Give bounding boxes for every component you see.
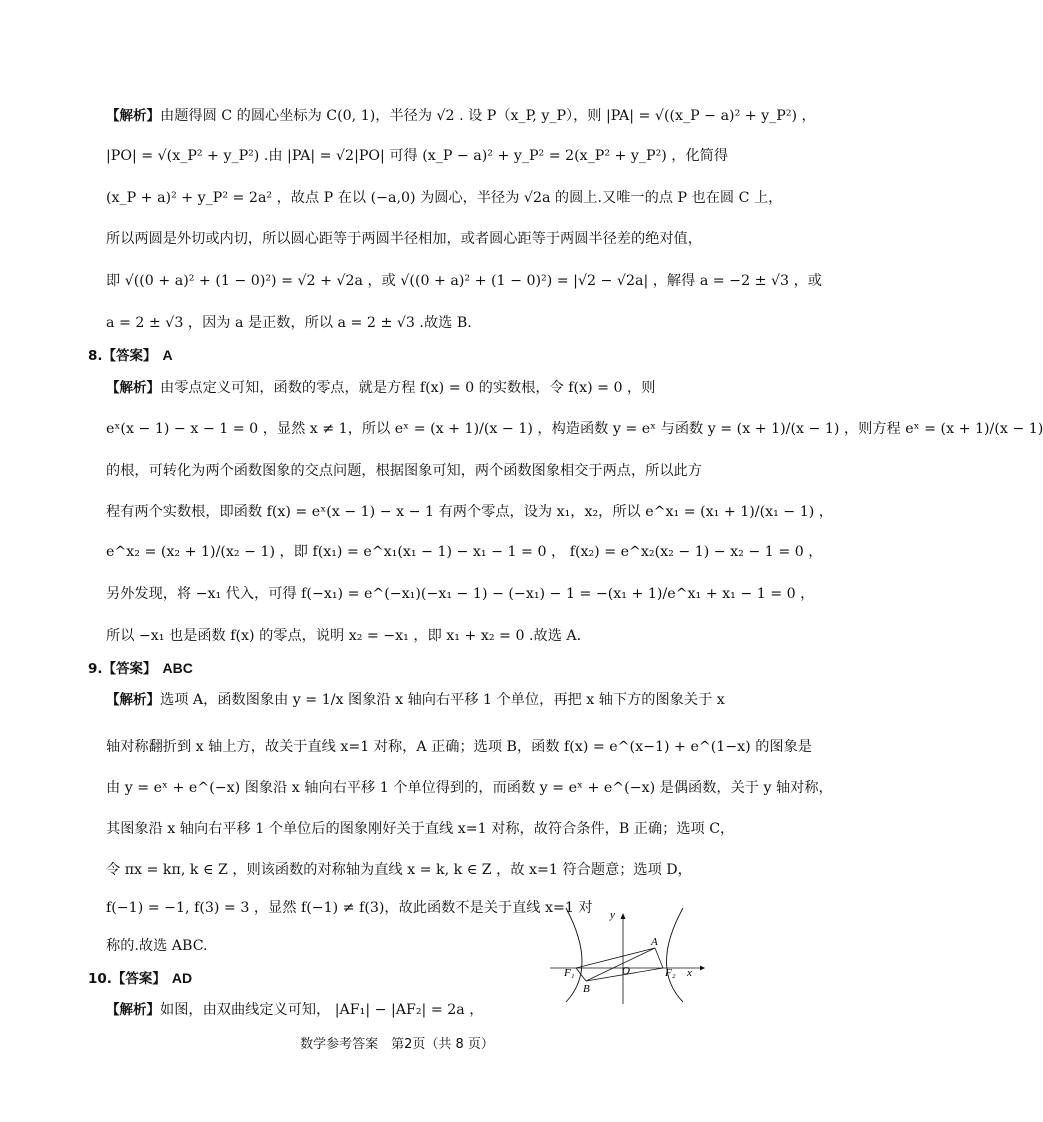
solution-line: 其图象沿 x 轴向右平移 1 个单位后的图象刚好关于直线 x=1 对称，故符合条件，B 正确；选项 C， bbox=[106, 821, 735, 837]
point-A-label: A bbox=[651, 936, 658, 948]
answer-tag: 【答案】 bbox=[102, 348, 157, 364]
solution-line: 程有两个实数根，即函数 f(x) = eˣ(x − 1) − x − 1 有两个零点，设为 x₁，x₂，所以 e^x₁ = (x₁ + 1)/(x₁ − 1) ， bbox=[106, 504, 833, 520]
line-text: 选项 A，函数图象由 y = 1/x 图象沿 x 轴向右平移 1 个单位，再把 x 轴下方的图象关于 x bbox=[160, 692, 725, 708]
solution-line bbox=[106, 690, 725, 710]
solution-line: 轴对称翻折到 x 轴上方，故关于直线 x=1 对称，A 正确；选项 B，函数 f(x) = e^(x−1) + e^(1−x) 的图象是 bbox=[106, 739, 812, 755]
answer-value: ABC bbox=[162, 660, 193, 676]
solution-line: 即 √((0 + a)² + (1 − 0)²) = √2 + √2a ，或 √((0 + a)² + (1 − 0)²) = |√2 − √2a| ，解得 a = −2 ± √3 ，或 bbox=[106, 273, 822, 289]
solution-line: 由 y = eˣ + e^(−x) 图象沿 x 轴向右平移 1 个单位得到的，而函数 y = eˣ + e^(−x) 是偶函数，关于 y 轴对称， bbox=[106, 780, 833, 796]
solution-line bbox=[106, 378, 655, 398]
focus-F1-label: F₁ bbox=[564, 967, 575, 979]
analysis-tag: 【解析】 bbox=[106, 692, 160, 708]
hyperbola-left-branch bbox=[566, 908, 582, 1002]
y-axis-label: y bbox=[610, 909, 615, 921]
segment-F1-A bbox=[576, 948, 655, 968]
question-8-answer bbox=[88, 345, 173, 366]
line-text: 由题得圆 C 的圆心坐标为 C(0, 1)，半径为 √2 . 设 P（x_P, y_P），则 |PA| = √((x_P − a)² + y_P²) ， bbox=[160, 108, 816, 124]
origin-label: O bbox=[622, 965, 630, 977]
question-number: 8. bbox=[88, 348, 103, 364]
segment-B-A bbox=[586, 948, 655, 981]
solution-line: eˣ(x − 1) − x − 1 = 0 ，显然 x ≠ 1，所以 eˣ = (x + 1)/(x − 1) ，构造函数 y = eˣ 与函数 y = (x + 1)/(x − 1) ，则方程 eˣ = (x + 1)/(x − 1) bbox=[106, 421, 1043, 437]
question-number: 10. bbox=[88, 971, 112, 987]
solution-line: 所以 −x₁ 也是函数 f(x) 的零点，说明 x₂ = −x₁ ，即 x₁ + x₂ = 0 .故选 A. bbox=[106, 628, 582, 644]
line-text: 由零点定义可知，函数的零点，就是方程 f(x) = 0 的实数根，令 f(x) = 0 ，则 bbox=[160, 380, 656, 396]
y-axis-arrow bbox=[621, 913, 626, 919]
answer-value: AD bbox=[171, 970, 193, 986]
analysis-tag: 【解析】 bbox=[106, 1002, 160, 1018]
point-B-label: B bbox=[583, 983, 590, 995]
page-footer: 数学参考答案 第2页（共 8 页） bbox=[300, 1037, 494, 1052]
solution-line: a = 2 ± √3 ，因为 a 是正数，所以 a = 2 ± √3 .故选 B. bbox=[106, 315, 472, 331]
solution-line: e^x₂ = (x₂ + 1)/(x₂ − 1) ，即 f(x₁) = e^x₁(x₁ − 1) − x₁ − 1 = 0 ， f(x₂) = e^x₂(x₂ − 1) − x₂ − 1 = 0 ， bbox=[106, 544, 823, 560]
solution-line: 另外发现，将 −x₁ 代入，可得 f(−x₁) = e^(−x₁)(−x₁ − 1) − (−x₁) − 1 = −(x₁ + 1)/e^x₁ + x₁ − 1 = 0 ， bbox=[106, 586, 815, 602]
answer-tag: 【答案】 bbox=[102, 661, 157, 677]
analysis-tag: 【解析】 bbox=[106, 108, 160, 124]
solution-line bbox=[106, 106, 816, 126]
hyperbola-right-branch bbox=[667, 908, 684, 1002]
solution-line: 称的.故选 ABC. bbox=[106, 938, 208, 954]
line-text: 如图，由双曲线定义可知， |AF₁| − |AF₂| = 2a ， bbox=[160, 1002, 484, 1018]
focus-F2-label: F₂ bbox=[665, 967, 676, 979]
question-10-answer bbox=[88, 968, 192, 989]
answer-value: A bbox=[162, 347, 173, 363]
question-number: 9. bbox=[88, 661, 103, 677]
answer-tag: 【答案】 bbox=[111, 971, 166, 987]
solution-line bbox=[106, 1000, 483, 1020]
x-axis-label: x bbox=[687, 967, 692, 979]
solution-line: f(−1) = −1, f(3) = 3 ，显然 f(−1) ≠ f(3)，故此函数不是关于直线 x=1 对 bbox=[106, 900, 593, 916]
solution-line: (x_P + a)² + y_P² = 2a² ，故点 P 在以 (−a,0) 为圆心，半径为 √2a 的圆上.又唯一的点 P 也在圆 C 上， bbox=[106, 190, 783, 206]
segment-A-F2 bbox=[655, 948, 663, 968]
solution-line: 所以两圆是外切或内切，所以圆心距等于两圆半径相加，或者圆心距等于两圆半径差的绝对值， bbox=[106, 231, 702, 247]
solution-line: 令 πx = kπ, k ∈ Z ，则该函数的对称轴为直线 x = k, k ∈ Z ，故 x=1 符合题意；选项 D， bbox=[106, 862, 692, 878]
solution-line: |PO| = √(x_P² + y_P²) .由 |PA| = √2|PO| 可得 (x_P − a)² + y_P² = 2(x_P² + y_P²) ，化简得 bbox=[106, 148, 729, 164]
analysis-tag: 【解析】 bbox=[106, 380, 160, 396]
solution-line: 的根，可转化为两个函数图象的交点问题，根据图象可知，两个函数图象相交于两点，所以此方 bbox=[106, 463, 702, 479]
question-9-answer bbox=[88, 658, 193, 679]
x-axis-arrow bbox=[700, 966, 705, 971]
hyperbola-figure bbox=[548, 904, 706, 1004]
